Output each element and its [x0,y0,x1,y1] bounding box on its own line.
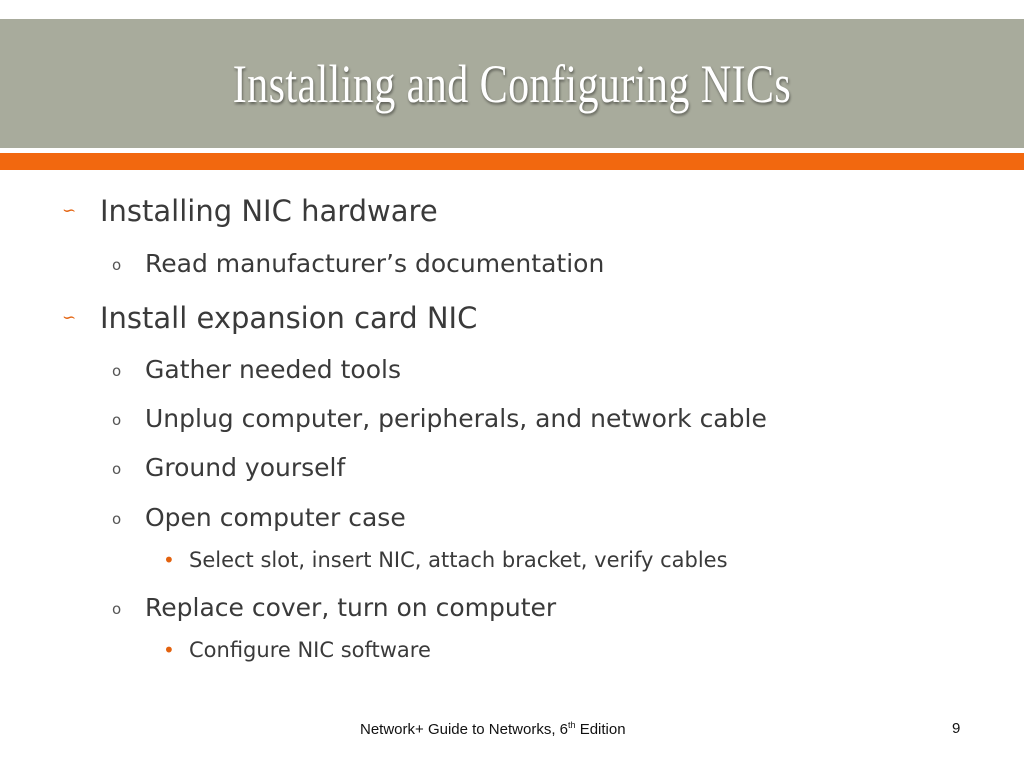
circle-bullet-icon: o [112,600,122,618]
bullet-text: Install expansion card NIC [100,301,478,335]
bullet-icon: ∽ [62,201,77,221]
bullet-text: Ground yourself [145,452,346,482]
footer-prefix: Network+ Guide to Networks, 6 [360,721,569,738]
bullet-level3 [163,635,431,665]
bullet-level3 [163,545,728,575]
bullet-level2 [112,351,401,387]
bullet-level1 [62,191,438,231]
bullet-level2 [112,499,406,535]
bullet-level2 [112,400,767,436]
bullet-text: Unplug computer, peripherals, and network cable [145,403,767,433]
circle-bullet-icon: o [112,510,122,528]
bullet-icon: ∽ [62,308,77,328]
circle-bullet-icon: o [112,460,122,478]
slide-title: Installing and Configuring NICs [232,53,792,114]
circle-bullet-icon: o [112,256,122,274]
footer-superscript: th [568,720,576,730]
page-number: 9 [952,720,961,737]
bullet-text: Select slot, insert NIC, attach bracket, verify cables [189,548,728,572]
bullet-level2 [112,449,345,485]
bullet-level2 [112,589,556,625]
bullet-text: Replace cover, turn on computer [145,592,557,622]
bullet-text: Gather needed tools [145,354,401,384]
bullet-text: Installing NIC hardware [100,194,438,228]
bullet-level1 [62,298,477,338]
bullet-level2 [112,245,604,281]
footer-text [360,720,626,744]
bullet-text: Open computer case [145,502,406,532]
dot-bullet-icon: • [163,638,175,662]
footer-suffix: Edition [575,721,626,738]
circle-bullet-icon: o [112,362,122,380]
dot-bullet-icon: • [163,548,175,572]
circle-bullet-icon: o [112,411,122,429]
bullet-text: Read manufacturer’s documentation [145,248,605,278]
bullet-text: Configure NIC software [189,638,431,662]
